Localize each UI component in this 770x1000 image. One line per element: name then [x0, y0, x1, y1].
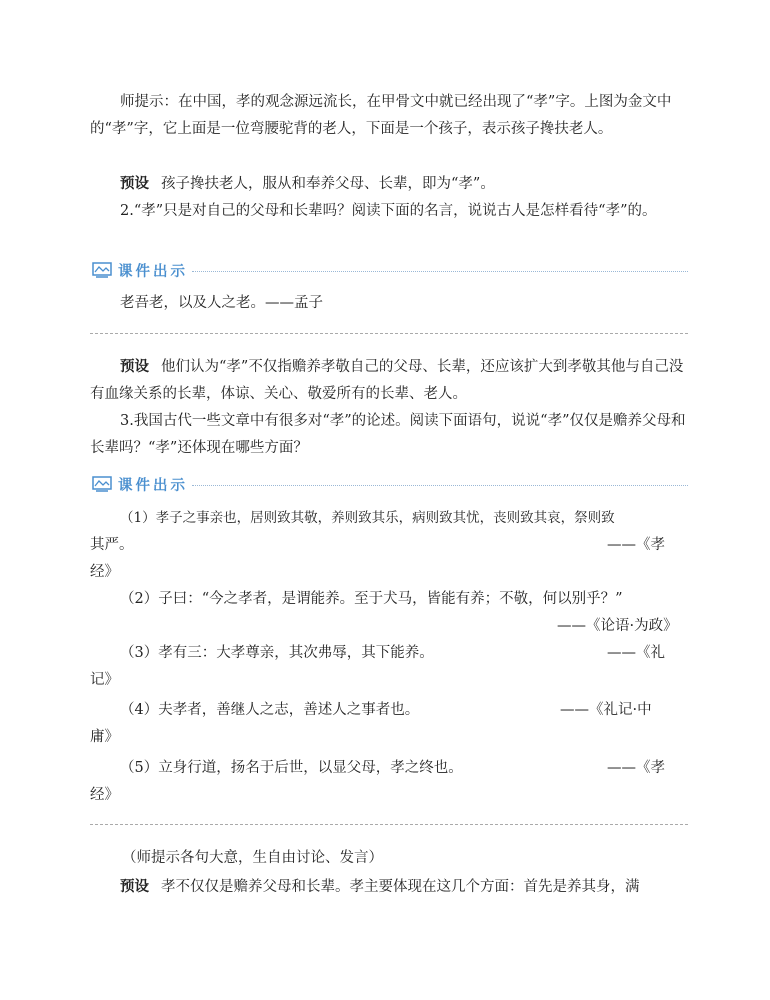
quote-line: （2）子曰：“今之孝者，是谓能养。至于犬马，皆能有养；不敬，何以别乎？” [120, 591, 623, 607]
quote-line: （4）夫孝者，善继人之志，善述人之事者也。 [120, 702, 420, 718]
quote-line: （5）立身行道，扬名于后世，以显父母，孝之终也。 [120, 760, 463, 776]
quote-source: 记》 [90, 672, 119, 688]
preset-text: 他们认为“孝”不仅指赡养孝敬自己的父母、长辈，还应该扩大到孝敬其他与自己没有血缘关系的长辈，体谅、关心、敬爱所有的长辈、老人。 [90, 359, 684, 402]
quote-source: 庸》 [90, 729, 119, 745]
quote-source: ——《论语·为政》 [557, 618, 678, 634]
section-divider [90, 333, 688, 334]
courseware-icon [92, 476, 112, 492]
preset-label: 预设 [120, 175, 149, 192]
quote-source: ——《孝 [607, 760, 665, 776]
courseware-header [92, 474, 688, 494]
courseware-header [92, 260, 688, 280]
courseware-label: 课件出示 [118, 477, 188, 494]
preset-label: 预设 [120, 878, 149, 895]
section-divider [90, 824, 688, 825]
question-2: 2.“孝”只是对自己的父母和长辈吗？阅读下面的名言，说说古人是怎样看待“孝”的。 [120, 203, 657, 219]
quote-line: 其严。 [90, 537, 134, 553]
preset-paragraph-2 [90, 353, 686, 408]
preset-paragraph-3 [90, 873, 686, 901]
preset-paragraph-1 [90, 170, 686, 198]
quote-source: ——《礼记·中 [560, 702, 652, 718]
quote-line: （1）孝子之事亲也，居则致其敬，养则致其乐，病则致其忧，丧则致其哀，祭则致 [120, 510, 615, 526]
quote-mencius: 老吾老，以及人之老。——孟子 [120, 295, 323, 311]
preset-label: 预设 [120, 358, 149, 375]
quote-source: ——《礼 [607, 645, 665, 661]
header-dotted-rule [192, 271, 688, 272]
teacher-hint-paragraph: 师提示：在中国，孝的观念源远流长，在甲骨文中就已经出现了“孝”字。上图为金文中的“孝”字，它上面是一位弯腰驼背的老人，下面是一个孩子，表示孩子搀扶老人。 [90, 94, 672, 137]
quote-line: （3）孝有三：大孝尊亲，其次弗辱，其下能养。 [120, 645, 434, 661]
header-dotted-rule [192, 485, 688, 486]
teacher-note: （师提示各句大意，生自由讨论、发言） [122, 850, 383, 866]
preset-text: 孝不仅仅是赡养父母和长辈。孝主要体现在这几个方面：首先是养其身，满 [161, 879, 640, 895]
quote-source: 经》 [90, 564, 119, 580]
quote-source: 经》 [90, 787, 119, 803]
courseware-icon [92, 262, 112, 278]
courseware-label: 课件出示 [118, 263, 188, 280]
quote-source: ——《孝 [607, 537, 665, 553]
question-3: 3.我国古代一些文章中有很多对“孝”的论述。阅读下面语句，说说“孝”仅仅是赡养父母和长辈吗？“孝”还体现在哪些方面？ [90, 413, 686, 456]
preset-text: 孩子搀扶老人，服从和奉养父母、长辈，即为“孝”。 [161, 176, 495, 192]
